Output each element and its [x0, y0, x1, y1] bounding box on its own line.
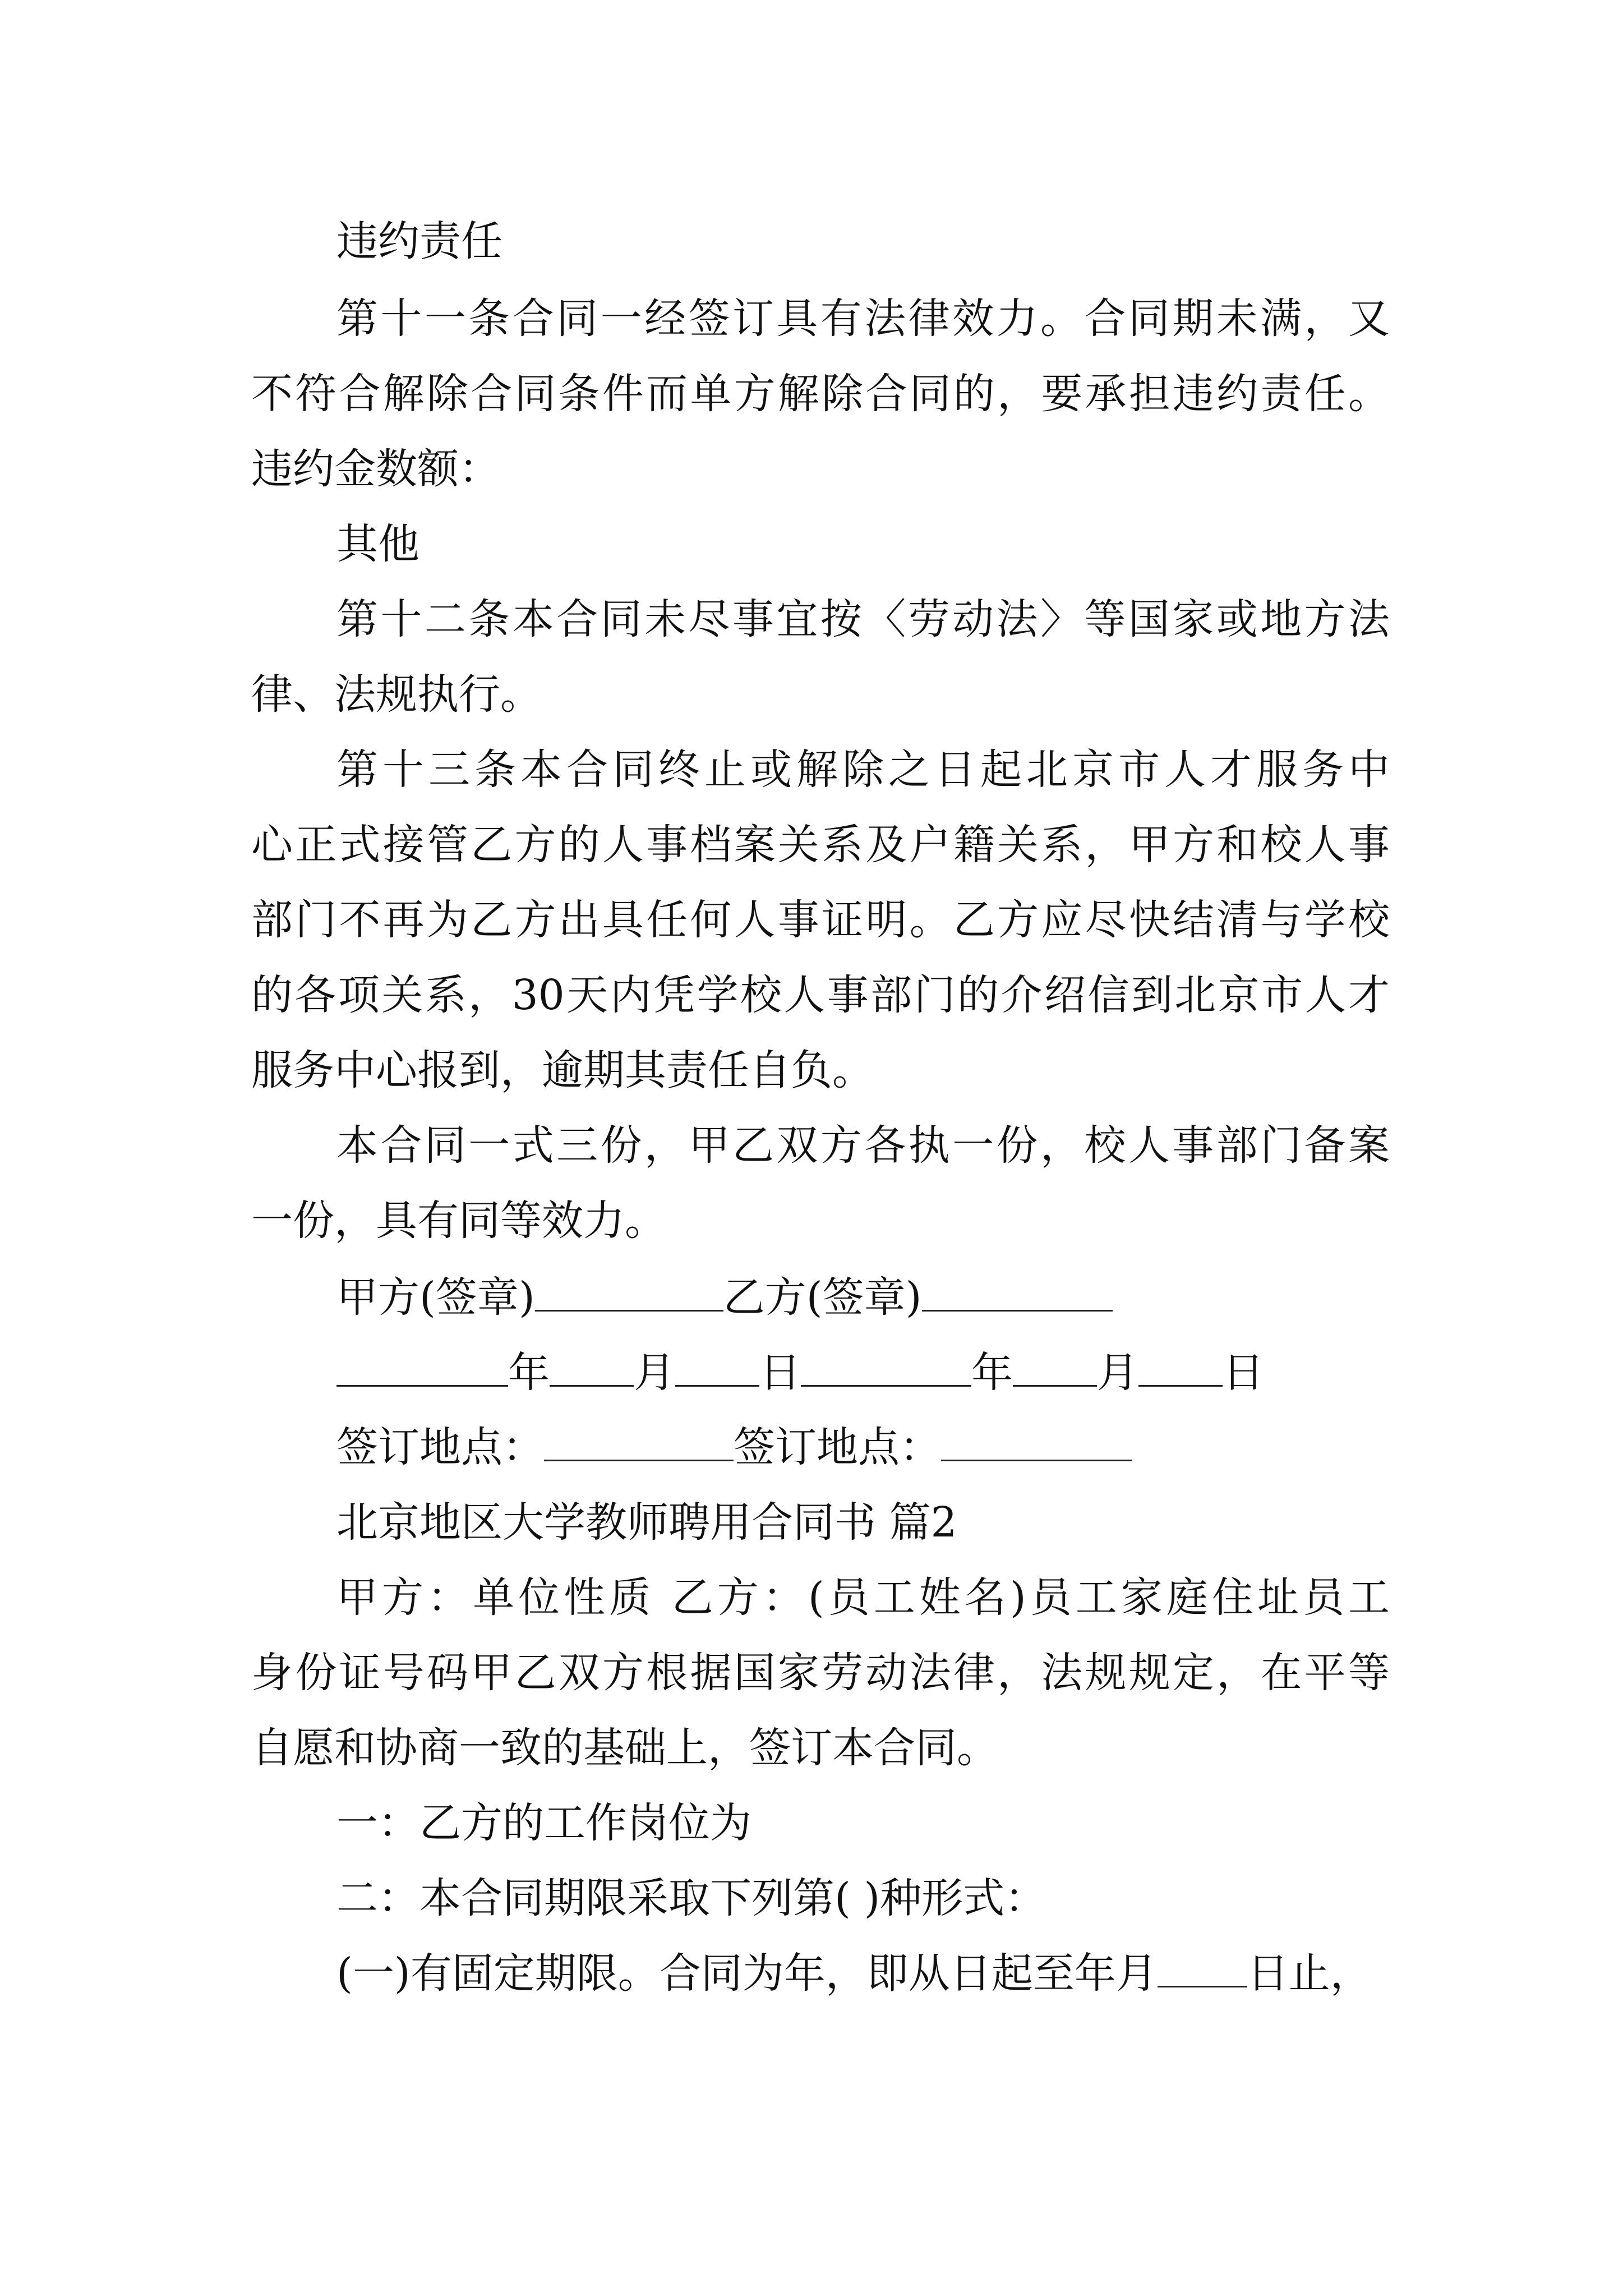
contract-2-clause-1: 一：乙方的工作岗位为	[336, 1799, 751, 1847]
article-13-line-5: 服务中心报到，逾期其责任自负。	[251, 1046, 874, 1094]
end-day-blank[interactable]	[1158, 1945, 1247, 1987]
place-a-blank[interactable]	[544, 1419, 734, 1461]
date-a-month-label: 月	[634, 1349, 675, 1397]
article-13-line-1: 第十三条本合同终止或解除之日起北京市人才服务中	[336, 746, 1390, 794]
date-b-month-label: 月	[1097, 1349, 1138, 1397]
article-13-line-4: 的各项关系，30天内凭学校人事部门的介绍信到北京市人才	[251, 971, 1390, 1019]
party-b-seal-blank[interactable]	[922, 1269, 1113, 1312]
article-12-line-2: 律、法规执行。	[251, 670, 542, 719]
date-b-day-blank[interactable]	[1138, 1345, 1223, 1387]
article-13-line-2: 心正式接管乙方的人事档案关系及户籍关系，甲方和校人事	[251, 821, 1390, 869]
date-a-year-blank[interactable]	[336, 1345, 508, 1387]
contract-2-parties-line-2: 身份证号码甲乙双方根据国家劳动法律，法规规定，在平等	[251, 1649, 1390, 1697]
copies-line-1: 本合同一式三份，甲乙双方各执一份，校人事部门备案	[336, 1121, 1390, 1170]
place-b-blank[interactable]	[941, 1419, 1132, 1461]
date-a-day-blank[interactable]	[675, 1345, 759, 1387]
place-row	[336, 1419, 1390, 1475]
signature-row	[336, 1269, 1390, 1326]
fixed-term-end-text: 日止，	[1247, 1949, 1372, 1998]
article-12-line-1: 第十二条本合同未尽事宜按〈劳动法〉等国家或地方法	[336, 595, 1390, 643]
date-b-month-blank[interactable]	[1013, 1345, 1097, 1387]
date-b-year-label: 年	[971, 1349, 1013, 1397]
date-a-year-label: 年	[508, 1349, 550, 1397]
contract-2-clause-2: 二：本合同期限采取下列第( )种形式：	[336, 1874, 1046, 1922]
section-heading-other: 其他	[336, 520, 419, 568]
party-b-seal-label: 乙方(签章)	[723, 1273, 922, 1322]
party-a-seal-label: 甲方(签章)	[336, 1273, 535, 1322]
contract-2-title: 北京地区大学教师聘用合同书 篇2	[336, 1498, 957, 1547]
fixed-term-text: (一)有固定期限。合同为年，即从日起至年月	[336, 1949, 1158, 1998]
section-heading-liability: 违约责任	[336, 217, 502, 265]
article-13-line-3: 部门不再为乙方出具任何人事证明。乙方应尽快结清与学校	[251, 896, 1390, 944]
party-a-seal-blank[interactable]	[535, 1269, 723, 1312]
date-a-day-label: 日	[759, 1349, 801, 1397]
article-11-line-1: 第十一条合同一经签订具有法律效力。合同期未满，又	[336, 295, 1390, 343]
place-b-label: 签订地点：	[734, 1423, 941, 1471]
contract-2-parties-line-3: 自愿和协商一致的基础上，签订本合同。	[251, 1724, 998, 1772]
place-a-label: 签订地点：	[336, 1423, 544, 1471]
date-b-day-label: 日	[1223, 1349, 1264, 1397]
contract-2-clause-2-item-1	[336, 1945, 1390, 2001]
copies-line-2: 一份，具有同等效力。	[251, 1197, 666, 1245]
article-11-line-2: 不符合解除合同条件而单方解除合同的，要承担违约责任。	[251, 370, 1390, 418]
date-row	[336, 1345, 1390, 1401]
date-a-month-blank[interactable]	[550, 1345, 634, 1387]
date-b-year-blank[interactable]	[801, 1345, 971, 1387]
article-11-line-3: 违约金数额：	[251, 445, 500, 493]
contract-2-parties-line-1: 甲方：单位性质 乙方：(员工姓名)员工家庭住址员工	[336, 1573, 1390, 1622]
